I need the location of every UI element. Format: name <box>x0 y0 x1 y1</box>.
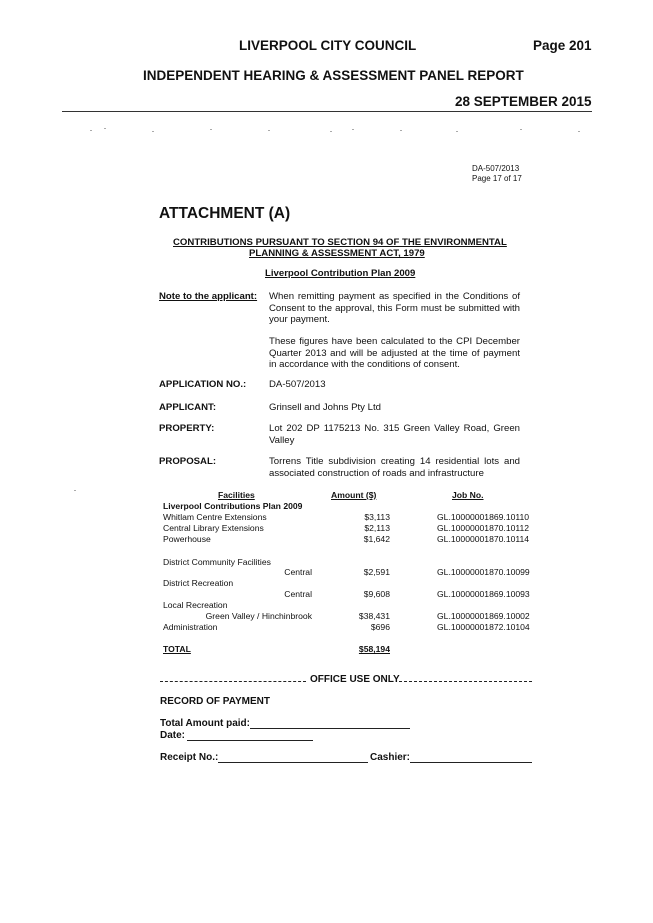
table-row-amount: $2,113 <box>364 523 390 533</box>
total-paid-label: Total Amount paid: <box>160 718 250 729</box>
table-row-facility: Central Library Extensions <box>163 523 264 533</box>
receipt-label: Receipt No.: <box>160 752 219 763</box>
header-rule <box>62 111 592 112</box>
report-title: INDEPENDENT HEARING & ASSESSMENT PANEL REPORT <box>143 68 524 83</box>
job-header: Job No. <box>452 490 484 500</box>
table-row-amount: $3,113 <box>364 512 390 522</box>
council-name: LIVERPOOL CITY COUNCIL <box>239 38 417 53</box>
note-paragraph-1: When remitting payment as specified in the Conditions of Consent to the approval, this Form must be submitted with your payment. <box>269 291 520 326</box>
table-row-facility: Powerhouse <box>163 534 211 544</box>
applicant-value: Grinsell and Johns Pty Ltd <box>269 402 381 413</box>
group-sub: Green Valley / Hinchinbrook <box>205 611 312 621</box>
table-row-job: GL.10000001869.10110 <box>437 512 530 522</box>
note-label: Note to the applicant: <box>159 291 258 302</box>
table-row-facility: Whitlam Centre Extensions <box>163 512 267 522</box>
office-use-label: OFFICE USE ONLY <box>310 674 400 685</box>
group-sub: Central <box>284 567 312 577</box>
group-title: District Community Facilities <box>163 557 271 567</box>
admin-amount: $696 <box>370 622 390 632</box>
proposal-label: PROPOSAL: <box>159 456 217 467</box>
record-of-payment-title: RECORD OF PAYMENT <box>160 696 271 707</box>
date-label: Date: <box>160 730 186 741</box>
property-label: PROPERTY: <box>159 423 215 434</box>
note-paragraph-2: These figures have been calculated to the CPI December Quarter 2013 and will be adjusted at the time of payment in accordance with the conditions of consent. <box>269 336 520 371</box>
attachment-title: ATTACHMENT (A) <box>159 205 291 222</box>
applicant-label: APPLICANT: <box>159 402 217 413</box>
group-job: GL.10000001870.10099 <box>437 567 530 577</box>
da-reference: DA-507/2013 <box>472 164 520 173</box>
group-job: GL.10000001869.10093 <box>437 589 530 599</box>
receipt-field[interactable] <box>218 762 368 763</box>
cashier-label: Cashier: <box>370 752 411 763</box>
group-amount: $38,431 <box>358 611 390 621</box>
plan-label: Liverpool Contributions Plan 2009 <box>163 501 303 511</box>
doc-page-ref: Page 17 of 17 <box>472 174 522 183</box>
group-job: GL.10000001869.10002 <box>437 611 530 621</box>
table-row-job: GL.10000001870.10114 <box>437 534 530 544</box>
date-field[interactable] <box>187 740 313 741</box>
plan-heading: Liverpool Contribution Plan 2009 <box>265 268 416 279</box>
group-sub: Central <box>284 589 312 599</box>
total-amount: $58,194 <box>358 644 390 654</box>
group-amount: $9,608 <box>363 589 390 599</box>
proposal-value: Torrens Title subdivision creating 14 residential lots and associated construction of roads and infrastructure <box>269 456 520 479</box>
table-row-job: GL.10000001870.10112 <box>437 523 530 533</box>
group-amount: $2,591 <box>363 567 390 577</box>
application-no-value: DA-507/2013 <box>269 379 326 390</box>
total-label: TOTAL <box>163 644 191 654</box>
group-title: Local Recreation <box>163 600 228 610</box>
admin-facility: Administration <box>163 622 218 632</box>
dashed-rule-right <box>399 681 532 682</box>
application-no-label: APPLICATION NO.: <box>159 379 247 390</box>
cashier-field[interactable] <box>410 762 532 763</box>
report-date: 28 SEPTEMBER 2015 <box>455 94 592 109</box>
admin-job: GL.10000001872.10104 <box>437 622 530 632</box>
table-row-amount: $1,642 <box>363 534 390 544</box>
contributions-heading-line1: CONTRIBUTIONS PURSUANT TO SECTION 94 OF THE ENVIRONMENTAL <box>173 237 507 248</box>
group-title: District Recreation <box>163 578 234 588</box>
total-paid-field[interactable] <box>250 728 410 729</box>
property-value: Lot 202 DP 1175213 No. 315 Green Valley Road, Green Valley <box>269 423 520 446</box>
contributions-heading-line2: PLANNING & ASSESSMENT ACT, 1979 <box>249 248 425 259</box>
page-number: Page 201 <box>533 38 592 53</box>
facilities-header: Facilities <box>218 490 255 500</box>
amount-header: Amount ($) <box>331 490 377 500</box>
dashed-rule-left <box>160 681 306 682</box>
